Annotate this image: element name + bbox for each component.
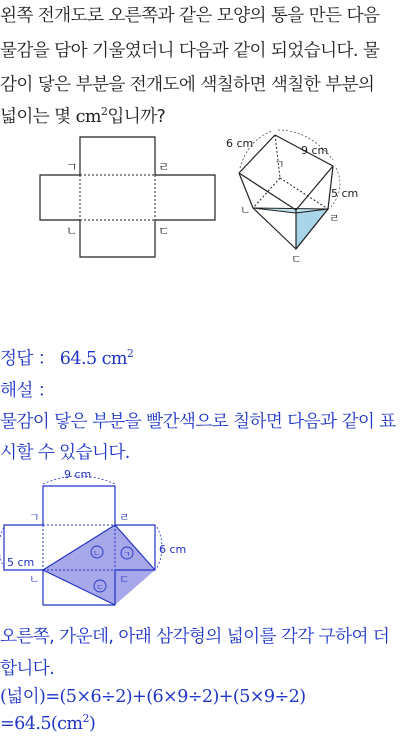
answer-label: 정답 ： [0, 349, 60, 369]
region-label-g: ㄱ [123, 550, 131, 559]
dim-5cm: 5 cm [331, 187, 359, 200]
question-prefix: 넓이는 몇 [0, 107, 76, 127]
question-unit: cm [75, 107, 101, 127]
net-label-n: ㄴ [66, 224, 78, 238]
net-label-r: ㄹ [158, 160, 170, 174]
sol-label-d: ㄷ [119, 573, 130, 586]
region-label-n: ㄴ [93, 549, 101, 558]
net-label-g: ㄱ [66, 160, 78, 174]
cube-label-n: ㄴ [240, 204, 251, 217]
cube-label-r: ㄹ [329, 212, 340, 225]
question-line-3: 감이 닿은 부분을 전개도에 색칠하면 색칠한 부분의 [0, 75, 375, 95]
sol-label-n: ㄴ [29, 573, 40, 586]
sol-dim-9cm: 9 cm [64, 468, 92, 481]
conclusion-line-1: 오른쪽, 가운데, 아래 삼각형의 넓이를 각각 구하여 더 [0, 627, 390, 647]
dim-6cm: 6 cm [226, 137, 254, 150]
sol-dim-6cm: 6 cm [159, 543, 187, 556]
cube-label-g: ㄱ [274, 158, 285, 171]
answer-value: 64.5 [59, 349, 97, 369]
result-suffix: ) [88, 713, 96, 734]
dim-9cm: 9 cm [301, 144, 329, 157]
explanation-line-1: 물감이 닿은 부분을 빨간색으로 칠하면 다음과 같이 표 [0, 412, 396, 432]
result-exp: 2 [82, 712, 89, 725]
question-line-1: 왼쪽 전개도로 오른쪽과 같은 모양의 통을 만든 다음 [0, 6, 380, 26]
conclusion-line-2: 합니다. [0, 659, 55, 679]
region-label-d: ㄷ [96, 583, 104, 592]
shaded-triangles [43, 525, 155, 605]
explanation-title: 해설 ： [0, 381, 55, 401]
explanation-line-2: 시할 수 있습니다. [0, 443, 130, 463]
sol-label-g: ㄱ [29, 511, 40, 524]
question-suffix: 입니까? [107, 107, 166, 127]
question-unit-exp: 2 [100, 105, 108, 119]
answer-unit-exp: 2 [126, 347, 134, 361]
result-line [0, 712, 95, 734]
cube-label-d: ㄷ [291, 253, 302, 266]
question-line-2: 물감을 담아 기울였더니 다음과 같이 되었습니다. 물 [0, 41, 380, 61]
formula-line: (넓이)=(5×6÷2)+(6×9÷2)+(5×9÷2) [0, 687, 306, 707]
sol-label-r: ㄹ [119, 511, 130, 524]
result-prefix: =64.5(cm [0, 713, 83, 734]
net-label-d: ㄷ [158, 224, 170, 238]
answer-unit: cm [101, 349, 127, 369]
sol-dim-5cm: 5 cm [7, 556, 35, 569]
